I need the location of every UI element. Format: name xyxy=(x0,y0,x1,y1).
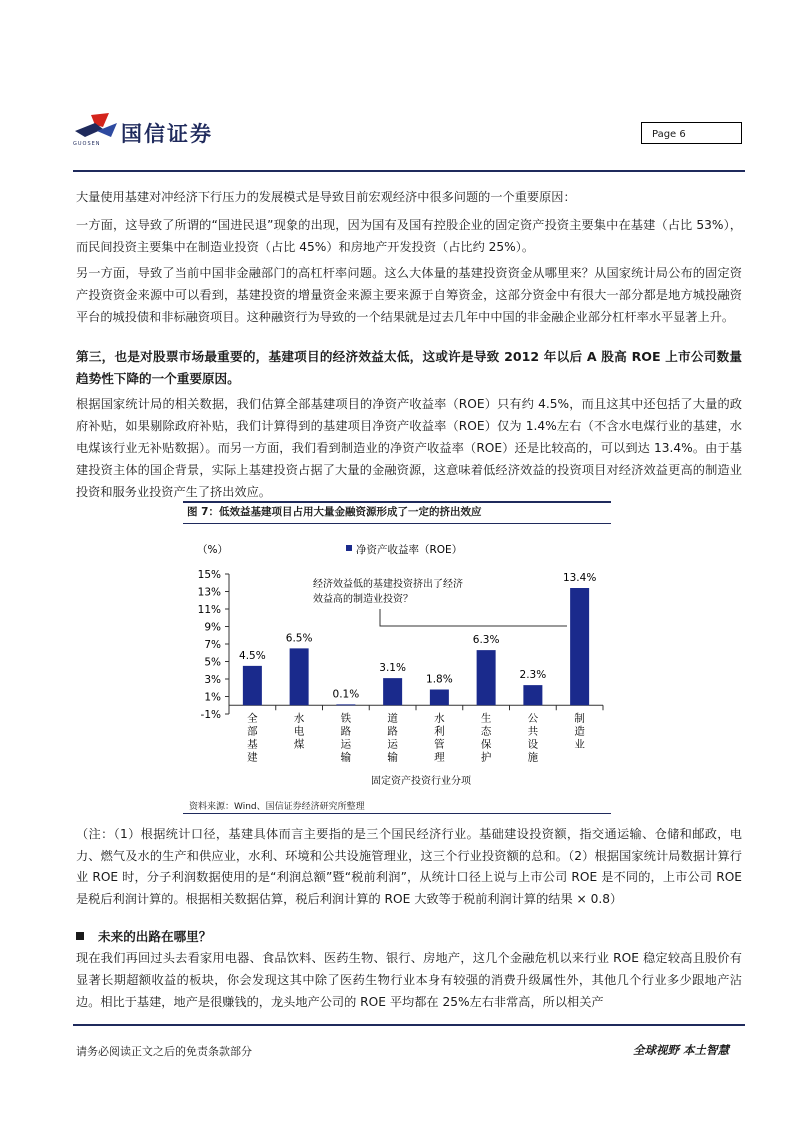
x-tick-label: 制造业 xyxy=(574,712,585,751)
paragraph-2: 一方面，这导致了所谓的“国进民退”现象的出现，因为国有及国有控股企业的固定资产投资主要集中在基建（占比 53%），而民间投资主要集中在制造业投资（占比 45%）和房地产开发投资（占比约 25%）。 xyxy=(76,218,742,254)
y-tick-label: 3% xyxy=(204,674,221,686)
bar-value-label: 4.5% xyxy=(239,649,266,662)
figure-source: 资料来源：Wind、国信证券经济研究所整理 xyxy=(189,802,365,812)
page-number-box xyxy=(641,122,742,144)
paragraph-3: 另一方面，导致了当前中国非金融部门的高杠杆率问题。这么大体量的基建投资资金从哪里来？从国家统计局公布的固定资产投资资金来源中可以看到，基建投资的增量资金来源主要来源于自筹资金，这部分资金中有很大一部分都是地方城投融资平台的城投债和非标融资项目。这种融资行为导致的一个结果就是过去几年中中国的非金融企业部分杠杆率水平显著上升。 xyxy=(76,266,742,324)
paragraph-1: 大量使用基建对冲经济下行压力的发展模式是导致目前宏观经济中很多问题的一个重要原因： xyxy=(76,190,576,204)
x-tick-label: 道路运输 xyxy=(387,712,398,764)
annotation-line-1: 经济效益低的基建投资挤出了经济 xyxy=(313,579,463,590)
figure-bottom-rule xyxy=(183,813,611,814)
bar-value-label: 2.3% xyxy=(519,669,547,682)
y-tick-label: 9% xyxy=(204,621,221,634)
company-name-en: GUOSEN xyxy=(73,141,101,147)
x-axis-title: 固定资产投资行业分项 xyxy=(371,776,471,787)
footnote: （注：（1）根据统计口径，基建具体而言主要指的是三个国民经济行业。基础建设投资额，指交通运输、仓储和邮政，电力、燃气及水的生产和供应业，水利、环境和公共设施管理业，这三个行业投资额的总和。（2）根据国家统计局数据计算行业 ROE 时，分子利润数据使用的是“利润总额”暨“税前利润”，从统计口径上说与上市公司 ROE 是不同的，上市公司 ROE 是税后利润计算的。根据相关数据估算，税后利润计算的 ROE 大致等于税前利润计算的结果 × 0.8） xyxy=(76,827,742,906)
y-tick-label: 1% xyxy=(204,691,221,704)
annotation-bracket xyxy=(380,609,567,626)
x-tick-label: 全部基建 xyxy=(247,712,258,764)
paragraph-6: 现在我们再回过头去看家用电器、食品饮料、医药生物、银行、房地产，这几个金融危机以来行业 ROE 稳定较高且股价有显著长期超额收益的板块，你会发现这其中除了医药生物行业本身有较强的消费升级属性外，其他几个行业多少跟地产沾边。相比于基建，地产是很赚钱的，龙头地产公司的 ROE 平均都在 25%左右非常高，所以相关产 xyxy=(76,951,742,1009)
legend-label: 净资产收益率（ROE） xyxy=(356,544,463,556)
bar-value-label: 0.1% xyxy=(332,688,360,701)
footer-rule xyxy=(73,1024,745,1026)
y-tick-label: 7% xyxy=(204,639,221,651)
bar xyxy=(523,685,542,705)
paragraph-5: 根据国家统计局的相关数据，我们估算全部基建项目的净资产收益率（ROE）只有约 4.5%，而且这其中还包括了大量的政府补贴，如果剔除政府补贴，我们计算得到的基建项目净资产收益率（ROE）仅为 1.4%左右（不含水电煤行业的基建，水电煤该行业无补贴数据）。而另一方面，我们看到制造业的净资产收益率（ROE）还是比较高的，可以到达 13.4%。由于基建投资主体的国企背景，实际上基建投资占据了大量的金融资源，这意味着低经济效益的投资项目对经济效益更高的制造业投资和服务业投资产生了挤出效应。 xyxy=(76,397,742,499)
bar-value-label: 3.1% xyxy=(379,662,406,675)
company-name: 国信证券 xyxy=(121,121,213,146)
page-number: Page 6 xyxy=(652,129,686,140)
bar-value-label: 6.3% xyxy=(472,634,500,647)
bar xyxy=(383,678,402,705)
section-heading xyxy=(76,926,211,945)
y-tick-label: 15% xyxy=(197,569,221,581)
bar-value-label: 6.5% xyxy=(285,632,313,645)
annotation-line-2: 效益高的制造业投资？ xyxy=(313,594,413,605)
bar-value-label: 1.8% xyxy=(426,673,453,686)
legend-swatch xyxy=(346,545,352,551)
paragraph-4-bold: 第三，也是对股票市场最重要的，基建项目的经济效益太低，这或许是导致 2012 年以后 A 股高 ROE 上市公司数量趋势性下降的一个重要原因。 xyxy=(76,349,742,386)
bar xyxy=(477,650,496,705)
header-rule xyxy=(73,170,745,172)
x-tick-label: 水利管理 xyxy=(434,712,445,764)
y-tick-label: 13% xyxy=(197,586,221,599)
y-unit-label: （%） xyxy=(197,544,228,556)
bar xyxy=(290,648,309,705)
y-tick-label: 11% xyxy=(197,604,221,616)
x-tick-label: 生态保护 xyxy=(480,712,492,764)
bar xyxy=(430,690,449,706)
x-tick-label: 水电煤 xyxy=(293,712,305,751)
roe-bar-chart xyxy=(183,528,611,794)
bar xyxy=(336,704,355,705)
footer-slogan: 全球视野 本土智慧 xyxy=(633,1043,730,1057)
footer-disclaimer: 请务必阅读正文之后的免责条款部分 xyxy=(76,1045,252,1058)
bar xyxy=(243,666,262,705)
section-heading-text: 未来的出路在哪里？ xyxy=(98,929,212,944)
y-tick-label: 5% xyxy=(204,656,221,669)
bar-value-label: 13.4% xyxy=(562,572,597,584)
company-logo xyxy=(73,113,123,143)
figure-title: 图 7：低效益基建项目占用大量金融资源形成了一定的挤出效应 xyxy=(187,506,482,518)
x-tick-label: 铁路运输 xyxy=(340,712,352,764)
square-bullet-icon xyxy=(76,932,84,940)
y-tick-label: -1% xyxy=(200,709,221,721)
x-tick-label: 公共设施 xyxy=(527,712,539,764)
bar xyxy=(570,588,589,705)
